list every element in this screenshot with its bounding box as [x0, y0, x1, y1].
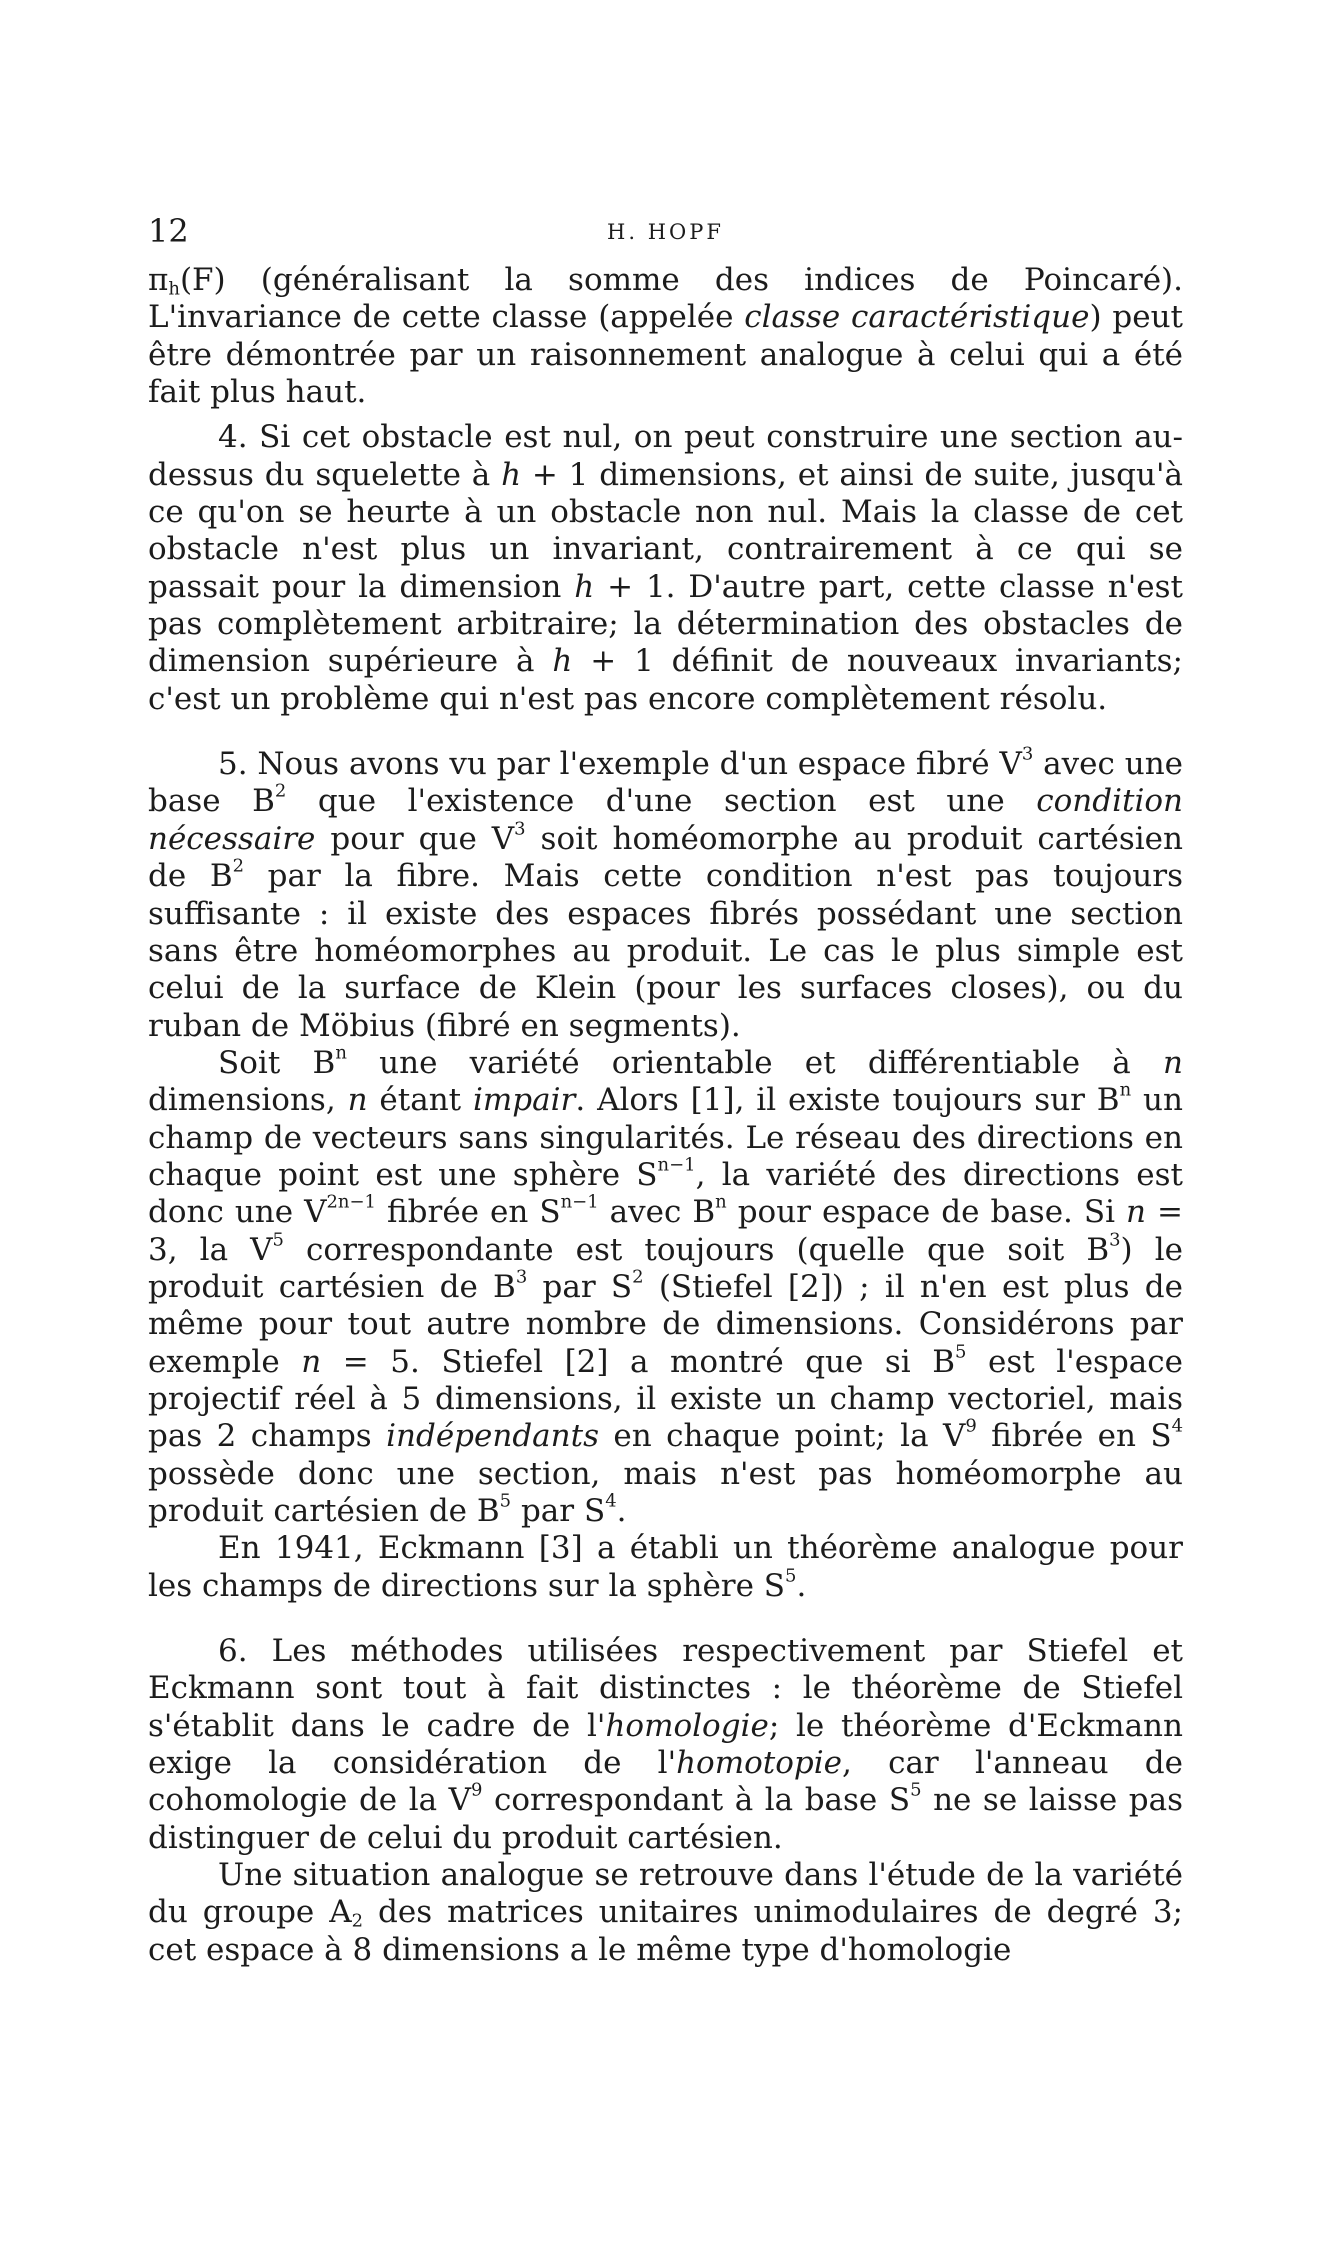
text-run: + 1. D'autre part, cette classe n'est pas complètement arbitraire; la détermination des obstacles de dimension supérieure à: [148, 568, 1183, 680]
page-header: [148, 212, 1183, 252]
text-run: Soit B: [218, 1044, 336, 1081]
superscript: 4: [1171, 1415, 1183, 1437]
body-text: [148, 262, 1183, 1969]
text-run: = 5. Stiefel [2] a montré que si B: [321, 1343, 956, 1380]
text-run: = 3, la V: [148, 1194, 1183, 1268]
superscript: n: [335, 1042, 347, 1064]
text-run: par S: [527, 1268, 633, 1305]
superscript: 3: [515, 1266, 528, 1288]
text-run: .: [616, 1493, 627, 1529]
text-run: ne se laisse pas distinguer de celui du produit cartésien.: [148, 1782, 1183, 1856]
subscript: h: [168, 278, 180, 300]
text-run: avec une base B: [148, 746, 1184, 820]
text-run: ) peut être démontrée par un raisonnement analogue à celui qui a été fait plus haut.: [148, 299, 1183, 411]
text-run: . Alors [1], il existe toujours sur B: [575, 1082, 1120, 1119]
superscript: n−1: [657, 1154, 696, 1176]
superscript: 3: [1021, 743, 1034, 765]
italic-text: n: [347, 1082, 368, 1119]
page-number: 12: [148, 212, 189, 250]
superscript: 4: [605, 1490, 617, 1512]
subscript: 2: [351, 1910, 364, 1932]
text-run: des matrices unitaires unimodulaires de degré 3; cet espace à 8 dimensions a le même type d'homologie: [148, 1894, 1183, 1968]
text-run: avec B: [598, 1194, 716, 1231]
text-run: π: [148, 262, 169, 298]
italic-text: h: [574, 568, 595, 605]
superscript: 5: [785, 1565, 797, 1587]
italic-text: n: [1163, 1044, 1183, 1081]
text-run: (F) (généralisant la somme des indices de Poincaré). L'invariance de cette classe (appelée: [148, 262, 1183, 336]
text-run: en chaque point; la V: [599, 1418, 966, 1455]
paragraph-4: [148, 419, 1183, 718]
text-run: est l'espace projectif réel à 5 dimensions, il existe un champ vectoriel, mais pas 2 champs: [148, 1343, 1183, 1455]
paragraph-continuation: [148, 262, 1183, 411]
superscript: 3: [514, 818, 526, 840]
italic-text: homotopie: [676, 1745, 843, 1782]
text-run: que l'existence d'une section est une: [286, 783, 1037, 820]
text-run: (Stiefel [2]) ; il n'en est plus de même pour tout autre nombre de dimensions. Considérons par exemple: [148, 1268, 1183, 1380]
text-run: , la variété des directions est donc une V: [148, 1156, 1183, 1231]
superscript: 9: [471, 1780, 483, 1802]
paragraph-5-eckmann: [148, 1530, 1183, 1605]
superscript: 2n−1: [326, 1191, 376, 1213]
italic-text: h: [552, 643, 573, 680]
italic-text: impair: [472, 1082, 576, 1119]
text-run: par S: [511, 1493, 606, 1529]
superscript: 5: [910, 1780, 922, 1802]
text-run: 6. Les méthodes utilisées respectivement par Stiefel et Eckmann sont tout à fait distinctes : le théorème de Stiefel s'établit dans le cadre de l': [148, 1633, 1183, 1744]
italic-text: homologie: [605, 1707, 769, 1744]
superscript: n−1: [560, 1191, 599, 1213]
text-run: , car l'anneau de cohomologie de la V: [148, 1745, 1183, 1819]
text-run: ; le théorème d'Eckmann exige la considération de l': [148, 1707, 1183, 1782]
text-run: possède donc une section, mais n'est pas homéomorphe au produit cartésien de B: [148, 1455, 1183, 1529]
text-run: En 1941, Eckmann [3] a établi un théorème analogue pour les champs de directions sur la sphère S: [148, 1530, 1183, 1604]
text-run: fibrée en S: [976, 1418, 1172, 1455]
text-run: correspondant à la base S: [482, 1782, 911, 1819]
superscript: 5: [499, 1490, 512, 1512]
superscript: 5: [272, 1229, 284, 1251]
text-run: une variété orientable et différentiable à: [346, 1044, 1164, 1081]
text-run: soit homéomorphe au produit cartésien de B: [148, 820, 1183, 895]
italic-text: n: [1126, 1194, 1147, 1231]
italic-text: condition nécessaire: [148, 783, 1183, 857]
text-run: étant: [367, 1082, 473, 1119]
paragraph-5-continued: [148, 1042, 1183, 1530]
text-run: Une situation analogue se retrouve dans l'étude de la variété du groupe A: [148, 1857, 1183, 1931]
text-run: 5. Nous avons vu par l'exemple d'un espace fibré V: [218, 746, 1022, 783]
text-run: ) le produit cartésien de B: [148, 1231, 1183, 1305]
text-run: par la fibre. Mais cette condition n'est pas toujours suffisante : il existe des espaces fibrés possédant une section sans être homéomorphes au produit. Le cas le plus simple est celui de la surface de Klein (pour les surfaces closes), ou du ruban de Möbius (fibré en segments).: [148, 858, 1184, 1044]
text-run: dimensions,: [148, 1082, 348, 1119]
text-run: un champ de vecteurs sans singularités. Le réseau des directions en chaque point est une sphère S: [148, 1082, 1183, 1193]
text-run: .: [796, 1567, 807, 1604]
italic-text: h: [501, 456, 522, 493]
text-run: correspondante est toujours (quelle que soit B: [283, 1231, 1110, 1268]
text-run: pour que V: [315, 820, 515, 857]
text-run: + 1 dimensions, et ainsi de suite, jusqu'à ce qu'on se heurte à un obstacle non nul. Mais la classe de cet obstacle n'est plus un invariant, contrairement à ce qui se passait pour la dimension: [148, 456, 1183, 605]
paragraph-5: [148, 743, 1184, 1045]
superscript: 2: [274, 781, 287, 803]
paragraph-6-continued: [148, 1857, 1183, 1969]
superscript: n: [1119, 1079, 1132, 1101]
italic-text: n: [301, 1343, 322, 1380]
italic-text: indépendants: [386, 1418, 599, 1455]
superscript: 2: [632, 1266, 644, 1288]
paragraph-6: [148, 1633, 1183, 1857]
running-head: H. HOPF: [607, 220, 724, 244]
text-run: pour espace de base. Si: [726, 1194, 1127, 1231]
superscript: n: [715, 1191, 727, 1213]
text-run: 4. Si cet obstacle est nul, on peut construire une section au-dessus du squelette à: [148, 419, 1183, 493]
superscript: 3: [1109, 1229, 1121, 1251]
superscript: 9: [965, 1415, 977, 1437]
italic-text: classe caractéristique: [744, 299, 1090, 336]
superscript: 2: [232, 855, 245, 877]
superscript: 5: [955, 1341, 967, 1363]
text-run: fibrée en S: [376, 1194, 561, 1231]
text-run: + 1 définit de nouveaux invariants; c'est un problème qui n'est pas encore complètement résolu.: [148, 643, 1183, 717]
